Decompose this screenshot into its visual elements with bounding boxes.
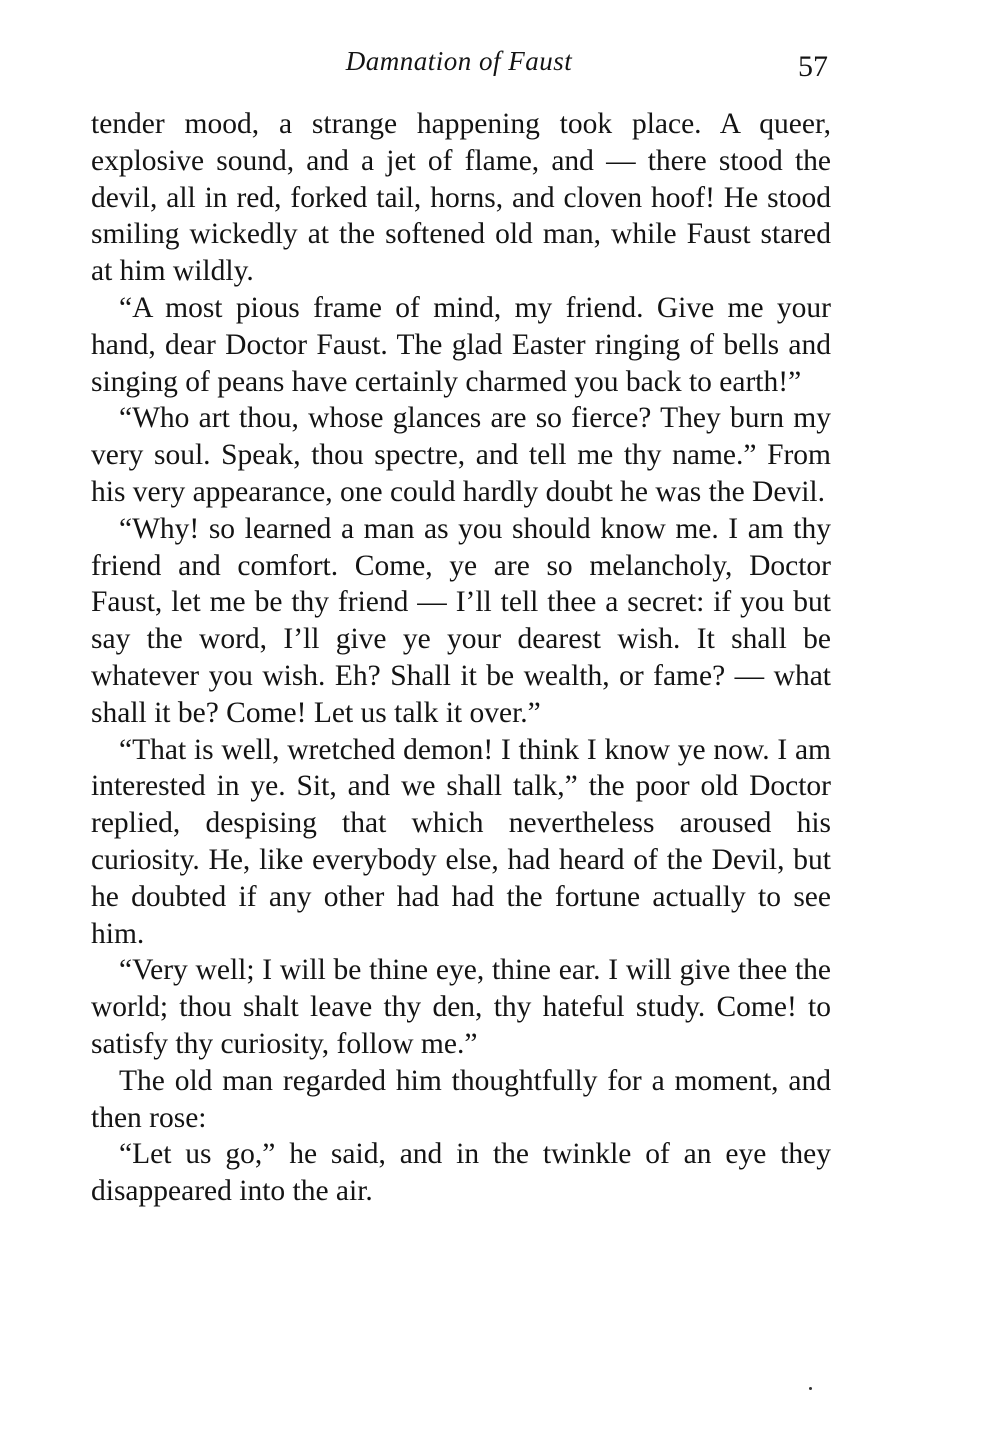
- paragraph: “Why! so learned a man as you should know me. I am thy friend and comfort. Come, ye are so melancholy, Doctor Faust, let me be thy friend — I’ll tell thee a secret: if you but say the word, I’ll give ye your dearest wish. It shall be whatever you wish. Eh? Shall it be wealth, or fame? — what shall it be? Come! Let us talk it over.”: [91, 512, 831, 729]
- running-head: [0, 44, 1000, 88]
- paragraph: “That is well, wretched demon! I think I know ye now. I am interested in ye. Sit, and we shall talk,” the poor old Doctor replied, despising that which nevertheless aroused his curiosity. He, like everybody else, had heard of the Devil, but he doubted if any other had had the fortune actually to see him.: [91, 733, 831, 950]
- running-title: Damnation of Faust: [345, 46, 573, 76]
- ink-speck: [809, 1387, 812, 1390]
- paragraph: “Let us go,” he said, and in the twinkle of an eye they disappeared into the air.: [91, 1138, 831, 1208]
- body-text: [91, 106, 831, 1210]
- page-number: 57: [798, 50, 828, 83]
- paragraph: The old man regarded him thoughtfully for a moment, and then rose:: [91, 1064, 831, 1134]
- paragraph: “A most pious frame of mind, my friend. Give me your hand, dear Doctor Faust. The glad Easter ringing of bells and singing of peans have certainly charmed you back to earth!”: [91, 291, 831, 398]
- paragraph-continued: tender mood, a strange happening took place. A queer, explosive sound, and a jet of flame, and — there stood the devil, all in red, forked tail, horns, and cloven hoof! He stood smiling wickedly at the softened old man, while Faust stared at him wildly.: [91, 108, 831, 288]
- paragraph: “Very well; I will be thine eye, thine ear. I will give thee the world; thou shalt leave thy den, thy hateful study. Come! to satisfy thy curiosity, follow me.”: [91, 954, 831, 1060]
- paragraph: “Who art thou, whose glances are so fierce? They burn my very soul. Speak, thou spectre, and tell me thy name.” From his very appearance, one could hardly doubt he was the Devil.: [91, 402, 831, 508]
